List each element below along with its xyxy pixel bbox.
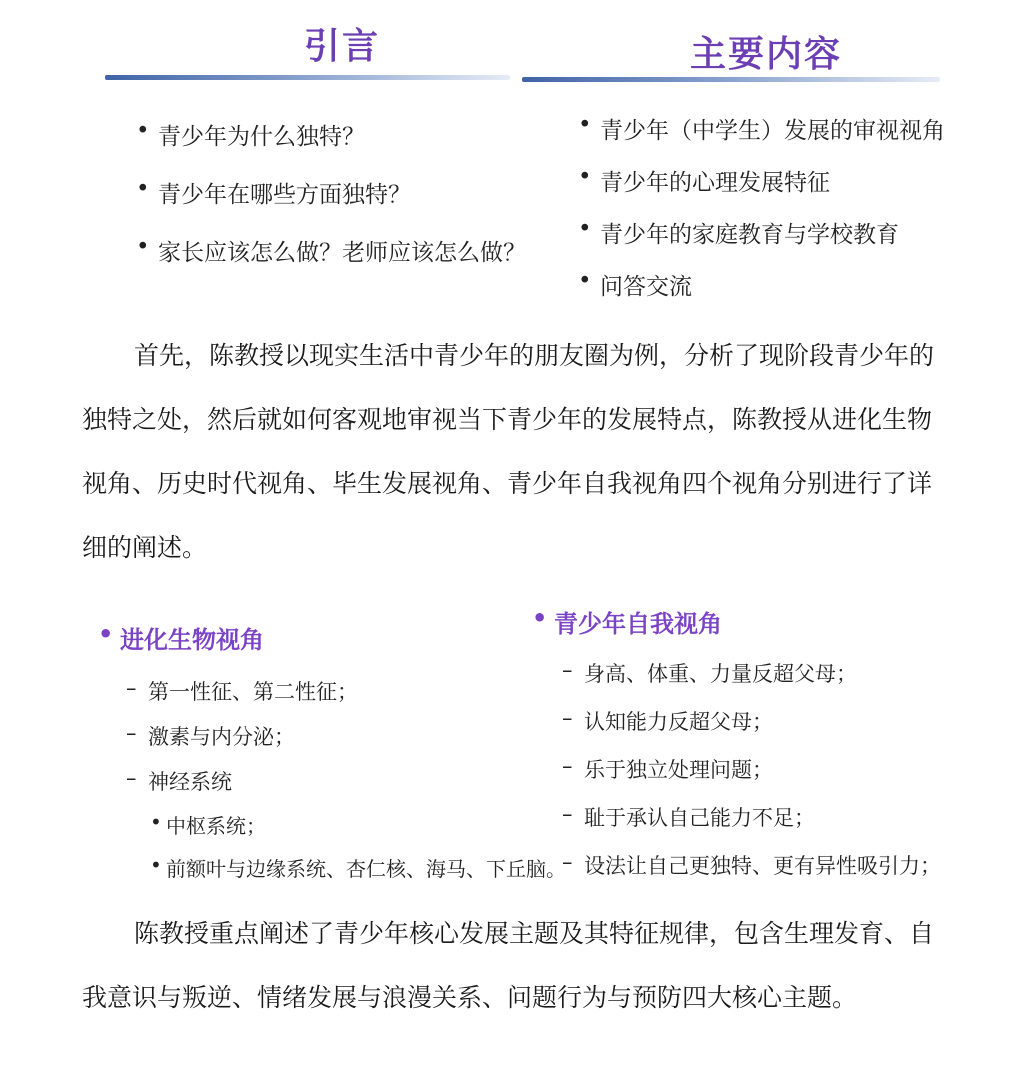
main-content-title: 主要内容 — [690, 34, 843, 75]
list-item: • 家长应该怎么做？老师应该怎么做？ — [136, 234, 526, 292]
list-item: – 身高、体重、力量反超父母； — [562, 658, 941, 706]
bio-view-title: • 进化生物视角 — [98, 620, 264, 655]
list-item: • 前额叶与边缘系统、杏仁核、海马、下丘脑。 — [150, 853, 566, 896]
list-item: – 激素与内分泌； — [126, 721, 358, 766]
body-paragraph-1: 首先，陈教授以现实生活中青少年的朋友圈为例，分析了现阶段青少年的独特之处，然后就如何客观地审视当下青少年的发展特点，陈教授从进化生物视角、历史时代视角、毕生发展视角、青少年自我视角四个视角分别进行了详细的阐述。 — [82, 341, 935, 562]
self-view-list — [562, 658, 941, 898]
list-item: • 青少年的心理发展特征 — [578, 164, 945, 216]
self-view-title: • 青少年自我视角 — [532, 604, 722, 639]
intro-title: 引言 — [304, 26, 381, 67]
list-item: – 第一性征、第二性征； — [126, 676, 358, 721]
list-item: – 乐于独立处理问题； — [562, 754, 941, 802]
list-item: • 青少年在哪些方面独特？ — [136, 176, 526, 234]
intro-title-underline — [105, 75, 510, 80]
list-item: – 认知能力反超父母； — [562, 706, 941, 754]
list-item: • 青少年（中学生）发展的审视视角 — [578, 112, 945, 164]
main-content-title-underline — [522, 77, 940, 82]
list-item: – 神经系统 — [126, 766, 358, 811]
list-item: • 青少年的家庭教育与学校教育 — [578, 216, 945, 268]
intro-list — [136, 118, 526, 292]
list-item: • 中枢系统； — [150, 810, 566, 853]
list-item: • 青少年为什么独特？ — [136, 118, 526, 176]
list-item: – 耻于承认自己能力不足； — [562, 802, 941, 850]
body-paragraph-2: 陈教授重点阐述了青少年核心发展主题及其特征规律，包含生理发育、自我意识与叛逆、情绪发展与浪漫关系、问题行为与预防四大核心主题。 — [82, 919, 935, 1012]
nervous-system-sublist — [150, 810, 566, 896]
main-content-list — [578, 112, 945, 320]
list-item: – 设法让自己更独特、更有异性吸引力； — [562, 850, 941, 898]
list-item: • 问答交流 — [578, 268, 945, 320]
bio-view-list — [126, 676, 358, 811]
